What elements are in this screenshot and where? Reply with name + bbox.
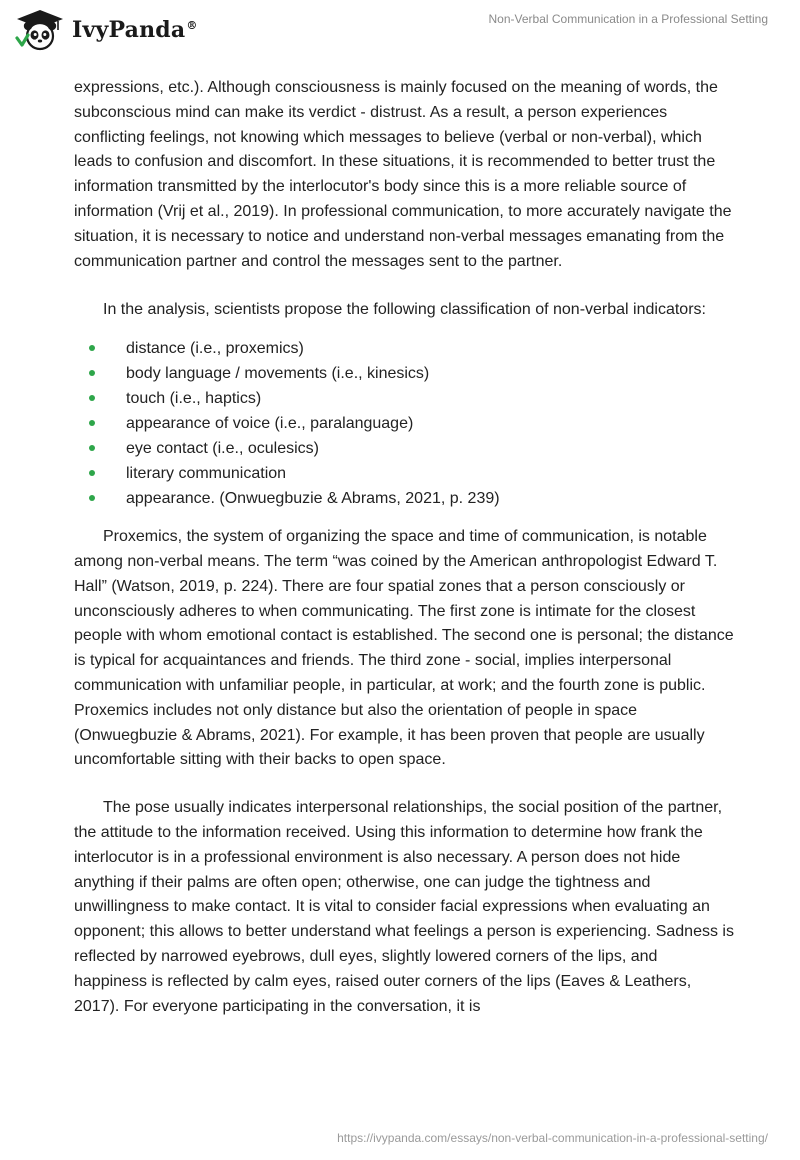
list-item: touch (i.e., haptics) — [74, 386, 734, 411]
essay-body — [74, 76, 734, 1019]
panda-graduate-icon — [14, 8, 66, 52]
list-item: eye contact (i.e., oculesics) — [74, 436, 734, 461]
paragraph-2: In the analysis, scientists propose the following classification of non-verbal indicators: — [103, 301, 706, 319]
list-item: appearance of voice (i.e., paralanguage) — [74, 411, 734, 436]
brand-logo[interactable] — [14, 8, 198, 52]
paragraph-4: The pose usually indicates interpersonal relationships, the social position of the partner, the attitude to the information received. Using this information to determine how frank the interlocutor is in a professional environment is also necessary. A person does not hide anything if their palms are often open; otherwise, one can judge the tightness and unwillingness to make contact. It is vital to consider facial expressions when evaluating an opponent; this allows to better understand what feelings a person is experiencing. Sadness is reflected by narrowed eyebrows, dull eyes, slightly lowered corners of the lips, and happiness is reflected by calm eyes, raised outer corners of the lips (Eaves & Leathers, 2017). For everyone participating in the conversation, it is — [74, 799, 734, 1015]
document-title: Non-Verbal Communication in a Professional Setting — [488, 12, 768, 26]
page-header — [0, 0, 800, 60]
green-dot-icon — [89, 445, 95, 451]
paragraph-3: Proxemics, the system of organizing the space and time of communication, is notable among non-verbal means. The term “was coined by the American anthropologist Edward T. Hall” (Watson, 2019, p. 224). There are four spatial zones that a person consciously or unconsciously adheres to when communicating. The first zone is intimate for the closest people with whom emotional contact is established. The second one is personal; the distance is typical for acquaintances and friends. The third zone - social, implies interpersonal communication with unfamiliar people, in particular, at work; and the fourth zone is public. Proxemics includes not only distance but also the orientation of people in space (Onwuegbuzie & Abrams, 2021). For example, it has been proven that people are usually uncomfortable sitting with their backs to open space. — [74, 528, 734, 769]
green-dot-icon — [89, 370, 95, 376]
green-dot-icon — [89, 420, 95, 426]
footer-url-link[interactable]: https://ivypanda.com/essays/non-verbal-communication-in-a-professional-setting/ — [337, 1131, 768, 1145]
paragraph-1: expressions, etc.). Although consciousness is mainly focused on the meaning of words, the subconscious mind can make its verdict - distrust. As a result, a person experiences conflicting feelings, not knowing which messages to believe (verbal or non-verbal), which leads to confusion and discomfort. In these situations, it is recommended to better trust the information transmitted by the interlocutor's body since this is a more reliable source of information (Vrij et al., 2019). In professional communication, to more accurately navigate the situation, it is necessary to notice and understand non-verbal messages emanating from the communication partner and control the messages sent to the partner. — [74, 79, 732, 270]
list-item: appearance. (Onwuegbuzie & Abrams, 2021, p. 239) — [74, 486, 734, 511]
classification-list — [74, 336, 734, 511]
list-item: distance (i.e., proxemics) — [74, 336, 734, 361]
list-item: literary communication — [74, 461, 734, 486]
green-dot-icon — [89, 495, 95, 501]
brand-name: IvyPanda® — [72, 17, 198, 43]
green-dot-icon — [89, 470, 95, 476]
green-dot-icon — [89, 395, 95, 401]
list-item: body language / movements (i.e., kinesics) — [74, 361, 734, 386]
green-dot-icon — [89, 345, 95, 351]
